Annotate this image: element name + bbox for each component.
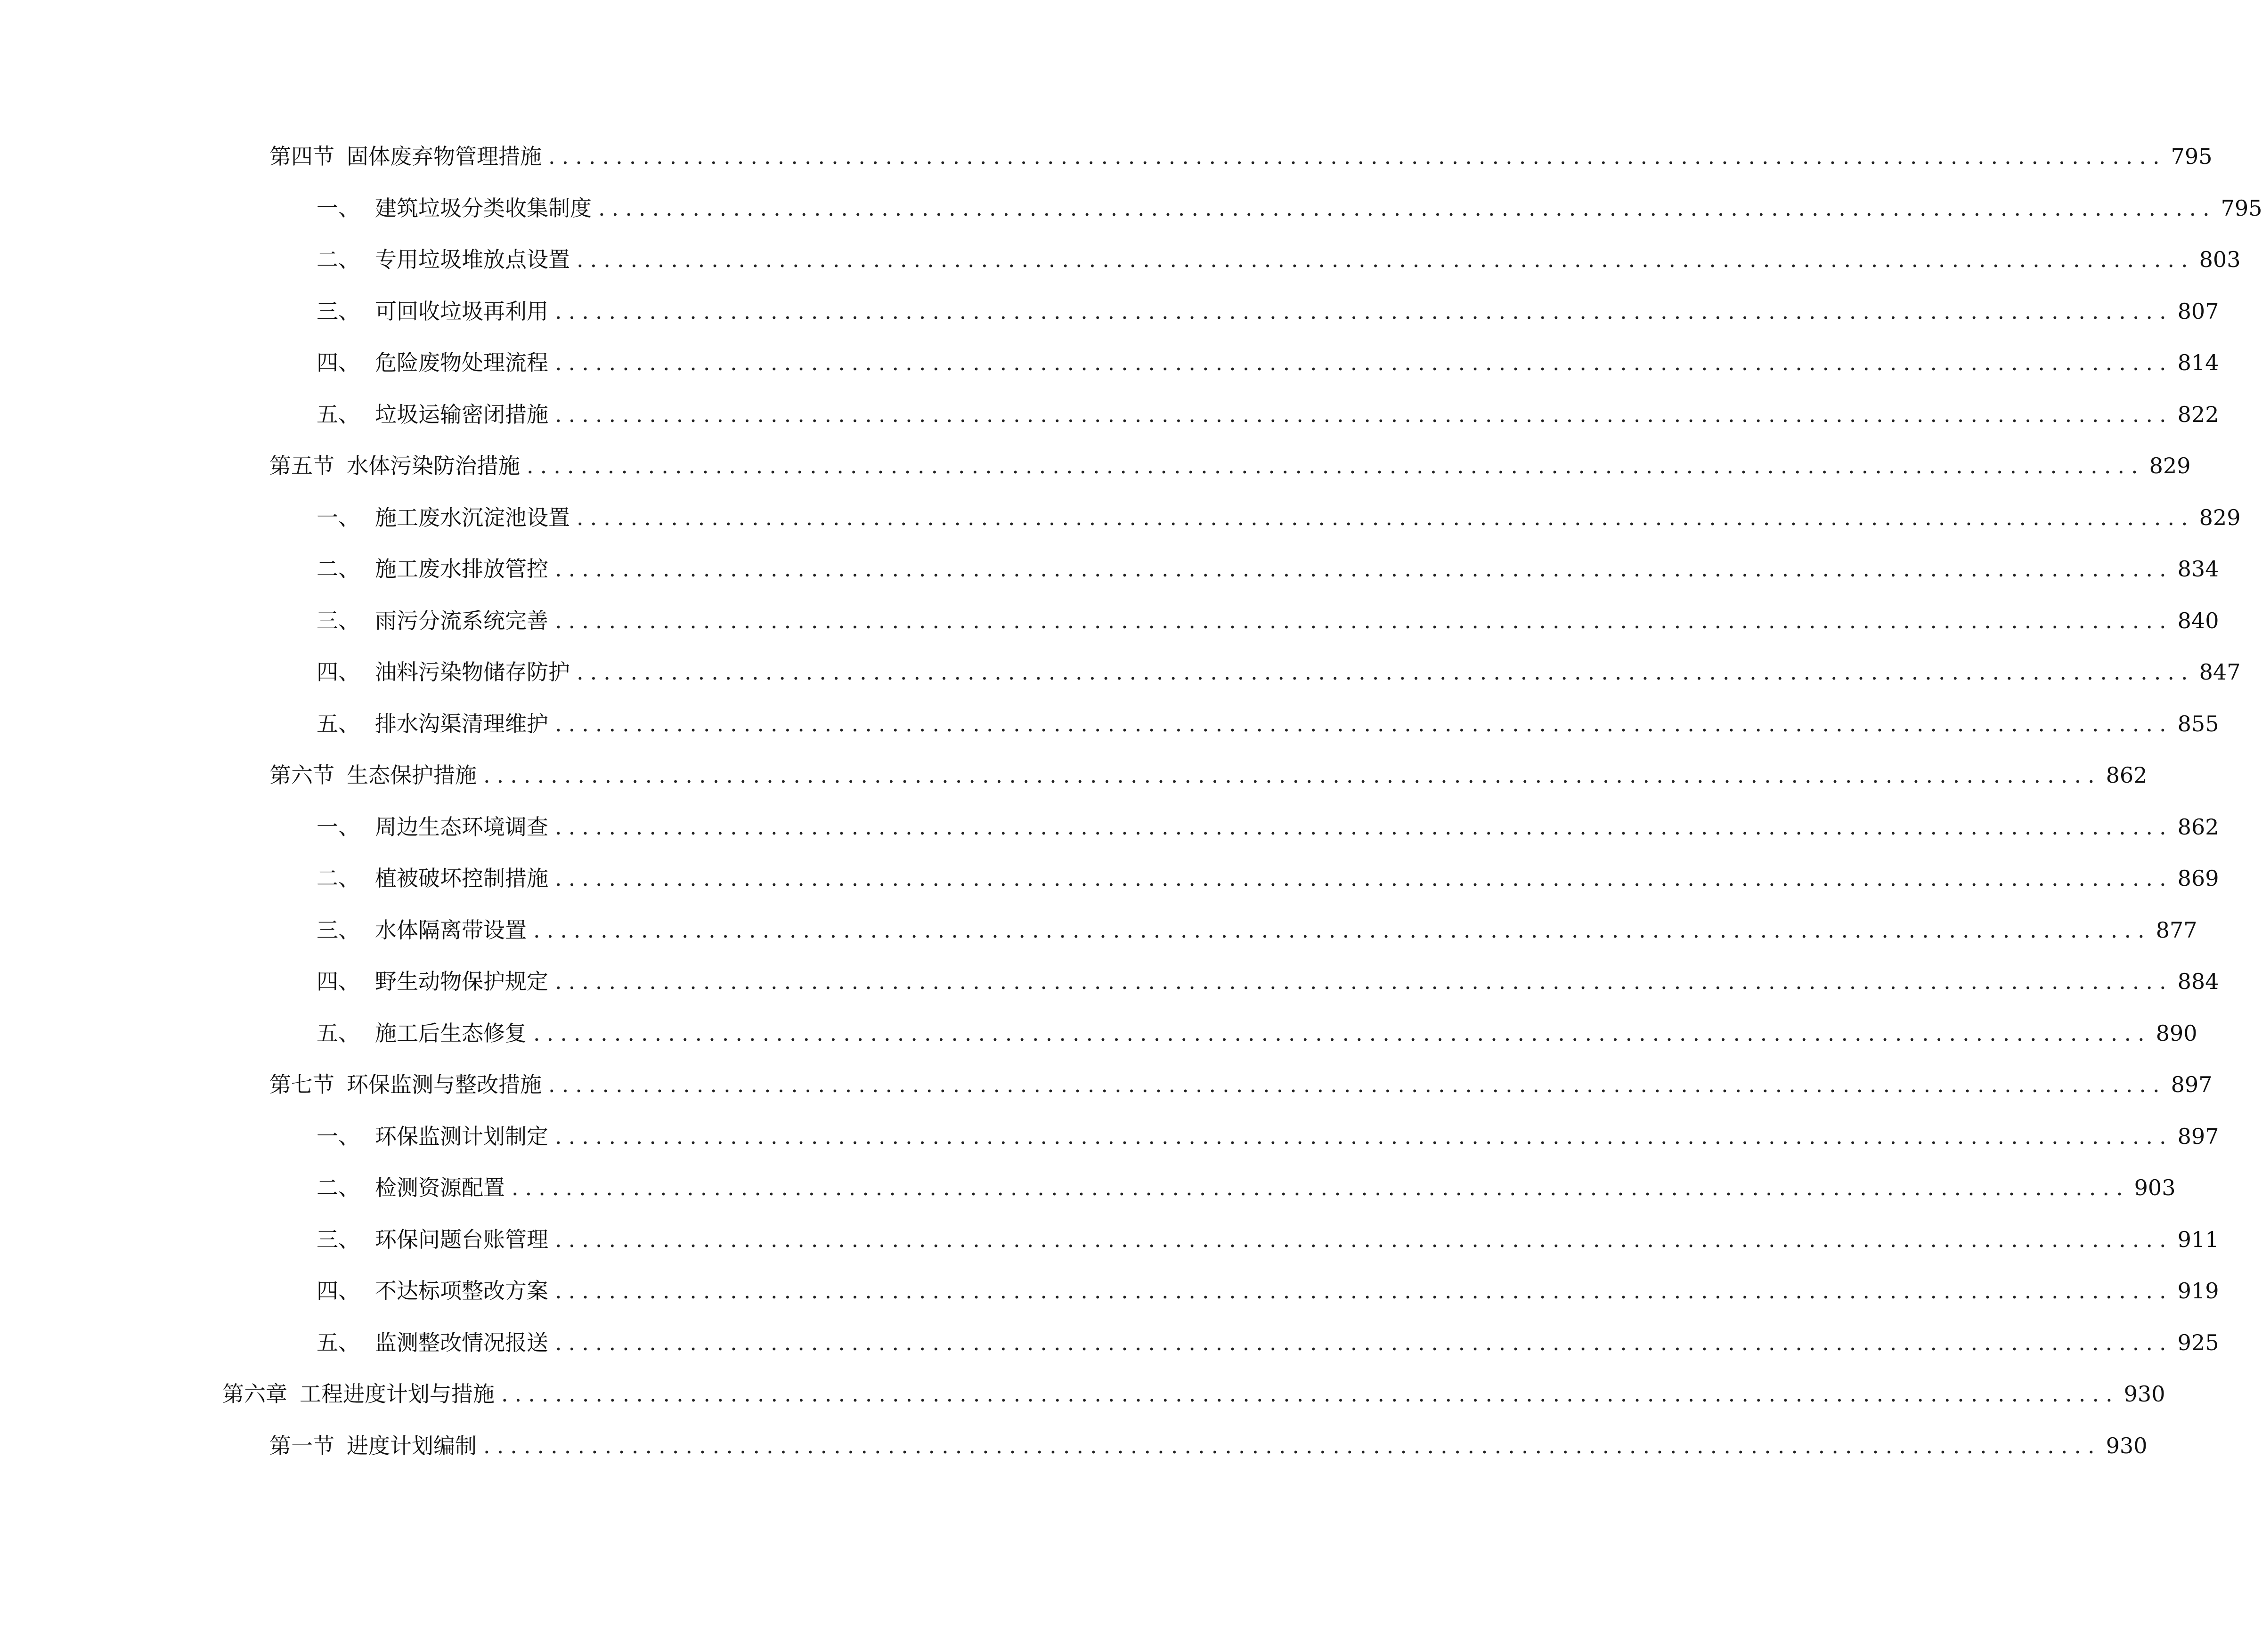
- toc-entry-page-number: 822: [2177, 402, 2219, 427]
- dot-leader: ........................................................................................................................: [555, 299, 2173, 324]
- toc-entry-title: 施工后生态修复: [375, 1020, 527, 1046]
- toc-entry-title: 生态保护措施: [347, 762, 477, 788]
- dot-leader: ........................................................................................................................: [555, 1227, 2173, 1252]
- toc-entry-number: 三、: [317, 917, 360, 943]
- toc-entry-title: 环保监测计划制定: [375, 1124, 548, 1149]
- dot-leader: ........................................................................................................................: [555, 402, 2173, 427]
- toc-entry-number: 第七节: [269, 1072, 334, 1097]
- toc-entry-page-number: 925: [2177, 1330, 2219, 1355]
- toc-entry-page-number: 807: [2177, 299, 2219, 324]
- toc-entry[interactable]: [317, 705, 2219, 743]
- toc-entry-title: 固体废弃物管理措施: [347, 144, 542, 169]
- dot-leader: ........................................................................................................................: [533, 917, 2151, 943]
- toc-entry-page-number: 862: [2106, 762, 2148, 788]
- toc-entry[interactable]: [317, 653, 2241, 691]
- toc-entry-page-number: 869: [2177, 866, 2219, 891]
- toc-entry[interactable]: [269, 756, 2148, 794]
- toc-entry[interactable]: [317, 292, 2219, 330]
- dot-leader: ........................................................................................................................: [512, 1175, 2130, 1200]
- toc-entry-number: 三、: [317, 608, 360, 633]
- toc-entry-number: 五、: [317, 402, 360, 427]
- dot-leader: ........................................................................................................................: [548, 144, 2166, 169]
- toc-entry[interactable]: [222, 1375, 2165, 1413]
- toc-entry-title: 不达标项整改方案: [375, 1278, 548, 1304]
- toc-entry-number: 四、: [317, 350, 360, 375]
- toc-entry-number: 二、: [317, 556, 360, 582]
- toc-entry-title: 建筑垃圾分类收集制度: [375, 195, 592, 221]
- toc-entry-page-number: 930: [2106, 1433, 2148, 1458]
- toc-entry-title: 专用垃圾堆放点设置: [375, 247, 570, 272]
- dot-leader: ........................................................................................................................: [598, 195, 2216, 221]
- toc-entry-page-number: 803: [2199, 247, 2241, 272]
- toc-entry[interactable]: [317, 1272, 2219, 1310]
- dot-leader: ........................................................................................................................: [555, 608, 2173, 633]
- dot-leader: ........................................................................................................................: [577, 659, 2195, 685]
- toc-entry-title: 野生动物保护规定: [375, 969, 548, 994]
- toc-entry-title: 工程进度计划与措施: [300, 1381, 495, 1407]
- toc-entry-title: 水体污染防治措施: [347, 453, 520, 478]
- toc-entry[interactable]: [317, 859, 2219, 897]
- toc-entry-number: 第六章: [222, 1381, 287, 1407]
- toc-entry[interactable]: [317, 808, 2219, 846]
- toc-entry-page-number: 911: [2177, 1227, 2219, 1252]
- toc-entry-number: 五、: [317, 1330, 360, 1355]
- toc-entry-number: 一、: [317, 195, 360, 221]
- dot-leader: ........................................................................................................................: [555, 814, 2173, 840]
- toc-entry-page-number: 795: [2171, 144, 2213, 169]
- toc-entry-number: 二、: [317, 247, 360, 272]
- dot-leader: ........................................................................................................................: [555, 969, 2173, 994]
- toc-entry-page-number: 847: [2199, 659, 2241, 685]
- toc-entry-page-number: 840: [2177, 608, 2219, 633]
- toc-entry-page-number: 890: [2156, 1020, 2197, 1046]
- toc-entry-title: 施工废水沉淀池设置: [375, 505, 570, 530]
- toc-entry-page-number: 855: [2177, 711, 2219, 737]
- toc-entry-title: 可回收垃圾再利用: [375, 299, 548, 324]
- toc-entry-page-number: 884: [2177, 969, 2219, 994]
- toc-entry-title: 雨污分流系统完善: [375, 608, 548, 633]
- dot-leader: ........................................................................................................................: [577, 247, 2195, 272]
- dot-leader: ........................................................................................................................: [577, 505, 2195, 530]
- toc-entry[interactable]: [317, 1324, 2219, 1361]
- dot-leader: ........................................................................................................................: [555, 350, 2173, 375]
- toc-entry-number: 一、: [317, 1124, 360, 1149]
- toc-entry[interactable]: [317, 1118, 2219, 1155]
- toc-entry-page-number: 903: [2134, 1175, 2176, 1200]
- dot-leader: ........................................................................................................................: [555, 866, 2173, 891]
- toc-entry-title: 油料污染物储存防护: [375, 659, 570, 685]
- toc-entry-number: 一、: [317, 814, 360, 840]
- toc-entry-page-number: 897: [2171, 1072, 2213, 1097]
- toc-entry-number: 一、: [317, 505, 360, 530]
- toc-entry-page-number: 795: [2221, 195, 2262, 221]
- dot-leader: ........................................................................................................................: [555, 711, 2173, 737]
- toc-entry-page-number: 877: [2156, 917, 2197, 943]
- toc-entry-number: 四、: [317, 969, 360, 994]
- dot-leader: ........................................................................................................................: [555, 556, 2173, 582]
- toc-entry-page-number: 862: [2177, 814, 2219, 840]
- toc-entry[interactable]: [317, 550, 2219, 588]
- toc-entry-number: 三、: [317, 1227, 360, 1252]
- toc-entry-number: 四、: [317, 659, 360, 685]
- toc-entry-number: 二、: [317, 1175, 360, 1200]
- toc-entry-number: 第一节: [269, 1433, 334, 1458]
- toc-entry[interactable]: [269, 447, 2191, 485]
- dot-leader: ........................................................................................................................: [501, 1381, 2119, 1407]
- toc-entry-title: 危险废物处理流程: [375, 350, 548, 375]
- toc-entry-number: 四、: [317, 1278, 360, 1304]
- toc-entry-title: 植被破坏控制措施: [375, 866, 548, 891]
- toc-entry-number: 第五节: [269, 453, 334, 478]
- toc-entry-page-number: 829: [2199, 505, 2241, 530]
- toc-entry[interactable]: [317, 499, 2241, 536]
- toc-entry-number: 五、: [317, 711, 360, 737]
- toc-entry[interactable]: [269, 1427, 2148, 1465]
- dot-leader: ........................................................................................................................: [483, 762, 2101, 788]
- toc-entry-title: 监测整改情况报送: [375, 1330, 548, 1355]
- toc-entry[interactable]: [317, 396, 2219, 433]
- toc-entry-page-number: 919: [2177, 1278, 2219, 1304]
- dot-leader: ........................................................................................................................: [555, 1124, 2173, 1149]
- toc-entry-number: 五、: [317, 1020, 360, 1046]
- toc-entry-page-number: 814: [2177, 350, 2219, 375]
- toc-entry-title: 垃圾运输密闭措施: [375, 402, 548, 427]
- toc-entry[interactable]: [317, 963, 2219, 1000]
- toc-entry-title: 进度计划编制: [347, 1433, 477, 1458]
- toc-entry[interactable]: [317, 602, 2219, 640]
- dot-leader: ........................................................................................................................: [555, 1278, 2173, 1304]
- toc-entry-number: 三、: [317, 299, 360, 324]
- toc-entry-title: 检测资源配置: [375, 1175, 505, 1200]
- dot-leader: ........................................................................................................................: [527, 453, 2145, 478]
- toc-entry-page-number: 930: [2124, 1381, 2165, 1407]
- toc-entry[interactable]: [317, 1221, 2219, 1258]
- toc-entry-title: 周边生态环境调查: [375, 814, 548, 840]
- toc-entry[interactable]: [317, 344, 2219, 381]
- toc-entry[interactable]: [317, 1014, 2197, 1052]
- toc-entry-page-number: 834: [2177, 556, 2219, 582]
- toc-entry-number: 二、: [317, 866, 360, 891]
- toc-entry-title: 排水沟渠清理维护: [375, 711, 548, 737]
- toc-entry-title: 环保问题台账管理: [375, 1227, 548, 1252]
- toc-entry[interactable]: [317, 189, 2262, 227]
- toc-entry-title: 施工废水排放管控: [375, 556, 548, 582]
- toc-entry[interactable]: [317, 911, 2197, 949]
- toc-entry-number: 第六节: [269, 762, 334, 788]
- toc-entry[interactable]: [269, 1066, 2213, 1103]
- dot-leader: ........................................................................................................................: [548, 1072, 2166, 1097]
- dot-leader: ........................................................................................................................: [533, 1020, 2151, 1046]
- toc-entry-page-number: 897: [2177, 1124, 2219, 1149]
- toc-entry[interactable]: [317, 241, 2241, 278]
- toc-entry[interactable]: [269, 138, 2213, 175]
- toc-entry[interactable]: [317, 1169, 2176, 1207]
- toc-entry-title: 水体隔离带设置: [375, 917, 527, 943]
- dot-leader: ........................................................................................................................: [483, 1433, 2101, 1458]
- toc-entry-title: 环保监测与整改措施: [347, 1072, 542, 1097]
- toc-entry-number: 第四节: [269, 144, 334, 169]
- dot-leader: ........................................................................................................................: [555, 1330, 2173, 1355]
- toc-entry-page-number: 829: [2149, 453, 2191, 478]
